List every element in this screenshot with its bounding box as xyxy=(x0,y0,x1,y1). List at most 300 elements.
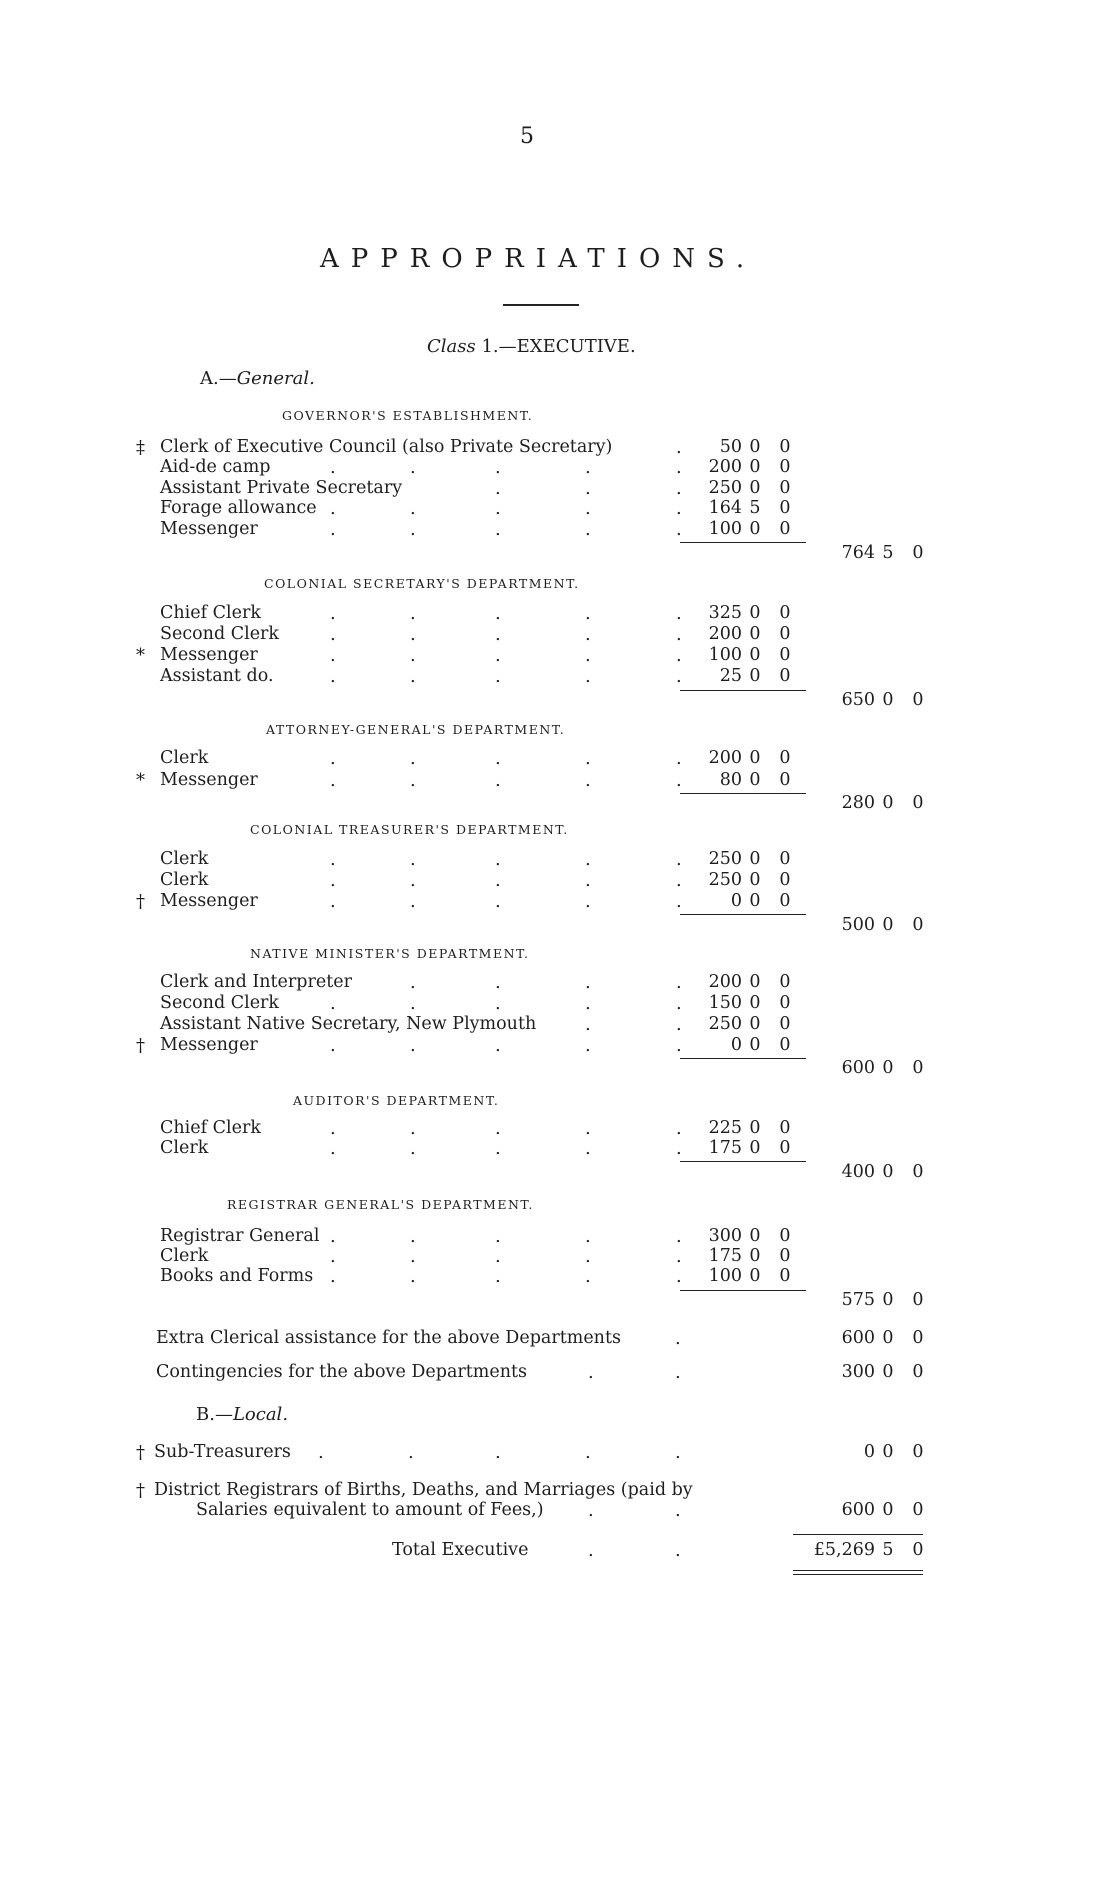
leader-dot: . xyxy=(330,645,336,666)
grand-total-pence: 0 xyxy=(912,1540,924,1560)
row-label: Assistant Private Secretary xyxy=(160,478,403,498)
leader-dot: . xyxy=(585,1246,591,1267)
footnote-mark: * xyxy=(136,645,145,666)
grand-total-double-rule xyxy=(793,1570,923,1571)
table-row xyxy=(0,993,1114,1015)
leader-dot: . xyxy=(330,1246,336,1267)
leader-dot: . xyxy=(676,1226,682,1247)
table-row xyxy=(0,849,1114,871)
row-amount-pounds: 0 xyxy=(730,891,742,911)
leader-dot: . xyxy=(676,519,682,540)
leader-dot: . xyxy=(585,478,591,499)
row-amount-shillings: 0 xyxy=(749,1246,761,1266)
total-pence: 0 xyxy=(912,915,924,935)
table-row xyxy=(0,1035,1114,1057)
leader-dot: . xyxy=(410,1266,416,1287)
row-amount-pounds: 250 xyxy=(708,870,742,890)
row-amount-pence: 0 xyxy=(779,748,791,768)
leader-dot: . xyxy=(330,603,336,624)
row-amount-pounds: 175 xyxy=(708,1138,742,1158)
row-amount-pounds: 250 xyxy=(708,478,742,498)
leader-dot: . xyxy=(676,870,682,891)
total-pounds: 500 xyxy=(841,915,875,935)
leader-dot: . xyxy=(676,1035,682,1056)
row-label: Clerk xyxy=(160,748,209,768)
footnote-mark: * xyxy=(136,770,145,791)
row-amount-shillings: 0 xyxy=(749,993,761,1013)
row-amount-shillings: 0 xyxy=(749,624,761,644)
leader-dot: . xyxy=(676,1246,682,1267)
total-pence: 0 xyxy=(912,1058,924,1078)
leader-dot: . xyxy=(495,748,501,769)
leader-dot: . xyxy=(330,498,336,519)
leader-dot: . xyxy=(585,849,591,870)
row-label: Clerk and Interpreter xyxy=(160,972,352,992)
row-amount-shillings: 0 xyxy=(749,748,761,768)
leader-dot: . xyxy=(495,1266,501,1287)
row-amount-shillings: 0 xyxy=(749,1118,761,1138)
row-amount-pence: 0 xyxy=(779,891,791,911)
row-label: Messenger xyxy=(160,519,258,539)
leader-dot: . xyxy=(495,645,501,666)
leader-dot: . xyxy=(495,972,501,993)
footnote-mark: † xyxy=(136,1035,145,1056)
class-italic: Class xyxy=(427,336,476,357)
row-amount-pounds: 80 xyxy=(719,770,742,790)
row-amount-pounds: 164 xyxy=(708,498,742,518)
section-heading: ATTORNEY-GENERAL'S DEPARTMENT. xyxy=(266,722,566,737)
class-heading xyxy=(427,336,636,357)
table-row xyxy=(0,972,1114,994)
row-amount-shillings: 0 xyxy=(749,478,761,498)
table-row xyxy=(0,870,1114,892)
local-amount-pence: 0 xyxy=(912,1500,924,1520)
row-amount-shillings: 0 xyxy=(749,870,761,890)
leader-dot: . xyxy=(676,645,682,666)
row-amount-pence: 0 xyxy=(779,972,791,992)
row-label: Messenger xyxy=(160,770,258,790)
leader-dot: . xyxy=(675,1362,681,1383)
leader-dot: . xyxy=(588,1540,594,1561)
row-label: District Registrars of Births, Deaths, and Marriages (paid by xyxy=(154,1480,693,1500)
leader-dot: . xyxy=(585,624,591,645)
extra-amount-pence: 0 xyxy=(912,1362,924,1382)
leader-dot: . xyxy=(585,1035,591,1056)
leader-dot: . xyxy=(330,1035,336,1056)
leader-dot: . xyxy=(330,666,336,687)
leader-dot: . xyxy=(410,645,416,666)
subtotal-rule xyxy=(680,542,806,543)
row-amount-pence: 0 xyxy=(779,624,791,644)
table-row xyxy=(0,1266,1114,1288)
leader-dot: . xyxy=(495,498,501,519)
section-heading: REGISTRAR GENERAL'S DEPARTMENT. xyxy=(227,1197,534,1212)
grand-total-label: Total Executive xyxy=(392,1540,529,1560)
row-amount-pounds: 250 xyxy=(708,849,742,869)
leader-dot: . xyxy=(495,870,501,891)
table-row xyxy=(0,478,1114,500)
table-row xyxy=(0,498,1114,520)
leader-dot: . xyxy=(330,1266,336,1287)
leader-dot: . xyxy=(585,748,591,769)
row-label: Clerk of Executive Council (also Private Secretary) xyxy=(160,437,613,457)
table-row xyxy=(0,1138,1114,1160)
local-amount-pounds: 0 xyxy=(863,1442,875,1462)
total-pence: 0 xyxy=(912,1290,924,1310)
leader-dot: . xyxy=(588,1500,594,1521)
row-amount-pence: 0 xyxy=(779,1138,791,1158)
row-amount-shillings: 0 xyxy=(749,1035,761,1055)
total-pounds: 650 xyxy=(841,690,875,710)
row-amount-pounds: 325 xyxy=(708,603,742,623)
section-heading: COLONIAL SECRETARY'S DEPARTMENT. xyxy=(264,576,580,591)
extra-amount-shillings: 0 xyxy=(882,1328,894,1348)
table-row xyxy=(0,1014,1114,1036)
row-amount-pence: 0 xyxy=(779,1226,791,1246)
row-amount-shillings: 0 xyxy=(749,603,761,623)
leader-dot: . xyxy=(410,1118,416,1139)
grand-total-row xyxy=(0,1540,1114,1562)
row-amount-pounds: 100 xyxy=(708,645,742,665)
leader-dot: . xyxy=(410,849,416,870)
row-amount-pence: 0 xyxy=(779,870,791,890)
row-label: Registrar General xyxy=(160,1226,320,1246)
leader-dot: . xyxy=(495,519,501,540)
row-label: Extra Clerical assistance for the above Departments xyxy=(156,1328,621,1348)
row-amount-pounds: 100 xyxy=(708,1266,742,1286)
row-amount-pounds: 300 xyxy=(708,1226,742,1246)
leader-dot: . xyxy=(585,1226,591,1247)
row-amount-shillings: 0 xyxy=(749,1014,761,1034)
subtotal-rule xyxy=(680,1058,806,1059)
leader-dot: . xyxy=(676,624,682,645)
title-divider xyxy=(503,304,579,306)
leader-dot: . xyxy=(585,891,591,912)
leader-dot: . xyxy=(330,748,336,769)
leader-dot: . xyxy=(585,603,591,624)
row-amount-pence: 0 xyxy=(779,849,791,869)
leader-dot: . xyxy=(495,457,501,478)
extra-amount-pounds: 600 xyxy=(841,1328,875,1348)
section-heading: GOVERNOR'S ESTABLISHMENT. xyxy=(282,408,534,423)
row-amount-shillings: 0 xyxy=(749,645,761,665)
leader-dot: . xyxy=(675,1328,681,1349)
total-shillings: 0 xyxy=(882,793,894,813)
row-amount-pounds: 200 xyxy=(708,748,742,768)
leader-dot: . xyxy=(495,1118,501,1139)
grand-total-pounds: £5,269 xyxy=(813,1540,875,1560)
section-a-heading xyxy=(200,368,315,389)
leader-dot: . xyxy=(676,1014,682,1035)
leader-dot: . xyxy=(330,993,336,1014)
leader-dot: . xyxy=(585,993,591,1014)
leader-dot: . xyxy=(410,748,416,769)
leader-dot: . xyxy=(676,748,682,769)
row-label: Chief Clerk xyxy=(160,603,261,623)
leader-dot: . xyxy=(585,498,591,519)
local-row-continued xyxy=(0,1500,1114,1522)
row-label: Salaries equivalent to amount of Fees,) xyxy=(196,1500,544,1520)
leader-dot: . xyxy=(495,770,501,791)
row-amount-pence: 0 xyxy=(779,1266,791,1286)
row-amount-shillings: 0 xyxy=(749,849,761,869)
leader-dot: . xyxy=(410,624,416,645)
table-row xyxy=(0,748,1114,770)
local-row xyxy=(0,1480,1114,1502)
leader-dot: . xyxy=(410,498,416,519)
local-amount-pounds: 600 xyxy=(841,1500,875,1520)
total-shillings: 0 xyxy=(882,1162,894,1182)
row-label: Clerk xyxy=(160,1246,209,1266)
row-amount-pence: 0 xyxy=(779,1035,791,1055)
leader-dot: . xyxy=(410,1035,416,1056)
leader-dot: . xyxy=(676,891,682,912)
table-row xyxy=(0,666,1114,688)
leader-dot: . xyxy=(495,891,501,912)
row-label: Contingencies for the above Departments xyxy=(156,1362,528,1382)
leader-dot: . xyxy=(676,457,682,478)
leader-dot: . xyxy=(330,1226,336,1247)
grand-total-shillings: 5 xyxy=(882,1540,894,1560)
extra-row xyxy=(0,1362,1114,1384)
leader-dot: . xyxy=(410,457,416,478)
leader-dot: . xyxy=(495,624,501,645)
extra-amount-pence: 0 xyxy=(912,1328,924,1348)
total-shillings: 0 xyxy=(882,1290,894,1310)
extra-amount-shillings: 0 xyxy=(882,1362,894,1382)
leader-dot: . xyxy=(495,1246,501,1267)
row-label: Assistant do. xyxy=(160,666,274,686)
row-amount-pounds: 200 xyxy=(708,457,742,477)
table-row xyxy=(0,624,1114,646)
table-row xyxy=(0,1226,1114,1248)
row-amount-shillings: 0 xyxy=(749,1266,761,1286)
leader-dot: . xyxy=(330,891,336,912)
row-amount-pounds: 100 xyxy=(708,519,742,539)
row-label: Books and Forms xyxy=(160,1266,314,1286)
leader-dot: . xyxy=(495,1035,501,1056)
row-label: Forage allowance xyxy=(160,498,317,518)
leader-dot: . xyxy=(585,972,591,993)
row-label: Clerk xyxy=(160,1138,209,1158)
leader-dot: . xyxy=(330,1118,336,1139)
section-a-prefix: A.— xyxy=(200,368,237,389)
row-amount-pounds: 25 xyxy=(719,666,742,686)
leader-dot: . xyxy=(676,603,682,624)
leader-dot: . xyxy=(585,666,591,687)
leader-dot: . xyxy=(330,624,336,645)
total-pounds: 280 xyxy=(841,793,875,813)
row-amount-pence: 0 xyxy=(779,478,791,498)
table-row xyxy=(0,645,1114,667)
row-label: Clerk xyxy=(160,870,209,890)
table-row xyxy=(0,770,1114,792)
leader-dot: . xyxy=(585,519,591,540)
row-amount-pounds: 225 xyxy=(708,1118,742,1138)
grand-total-top-rule xyxy=(793,1534,923,1535)
row-amount-pence: 0 xyxy=(779,1118,791,1138)
row-amount-pence: 0 xyxy=(779,603,791,623)
row-amount-shillings: 0 xyxy=(749,666,761,686)
subtotal-rule xyxy=(680,690,806,691)
row-amount-pounds: 250 xyxy=(708,1014,742,1034)
leader-dot: . xyxy=(495,1442,501,1463)
leader-dot: . xyxy=(675,1442,681,1463)
row-label: Second Clerk xyxy=(160,624,280,644)
row-label: Sub-Treasurers xyxy=(154,1442,291,1462)
row-amount-shillings: 0 xyxy=(749,437,761,457)
row-label: Assistant Native Secretary, New Plymouth xyxy=(160,1014,537,1034)
leader-dot: . xyxy=(585,1118,591,1139)
leader-dot: . xyxy=(330,1138,336,1159)
leader-dot: . xyxy=(410,666,416,687)
table-row xyxy=(0,891,1114,913)
leader-dot: . xyxy=(495,1226,501,1247)
leader-dot: . xyxy=(676,1138,682,1159)
row-amount-pounds: 0 xyxy=(730,1035,742,1055)
leader-dot: . xyxy=(495,603,501,624)
total-pounds: 575 xyxy=(841,1290,875,1310)
local-amount-shillings: 0 xyxy=(882,1442,894,1462)
leader-dot: . xyxy=(318,1442,324,1463)
leader-dot: . xyxy=(408,1442,414,1463)
row-amount-pounds: 200 xyxy=(708,624,742,644)
leader-dot: . xyxy=(676,972,682,993)
leader-dot: . xyxy=(495,666,501,687)
subtotal-rule xyxy=(680,1290,806,1291)
row-label: Messenger xyxy=(160,891,258,911)
extra-row xyxy=(0,1328,1114,1350)
row-amount-shillings: 0 xyxy=(749,891,761,911)
page-title: APPROPRIATIONS. xyxy=(320,244,757,274)
row-amount-shillings: 0 xyxy=(749,1138,761,1158)
leader-dot: . xyxy=(675,1540,681,1561)
row-amount-pence: 0 xyxy=(779,498,791,518)
row-amount-pence: 0 xyxy=(779,645,791,665)
row-amount-pence: 0 xyxy=(779,437,791,457)
row-amount-pence: 0 xyxy=(779,1014,791,1034)
grand-total-double-rule xyxy=(793,1574,923,1575)
section-heading: COLONIAL TREASURER'S DEPARTMENT. xyxy=(250,822,569,837)
leader-dot: . xyxy=(410,519,416,540)
section-heading: AUDITOR'S DEPARTMENT. xyxy=(293,1093,500,1108)
row-amount-shillings: 0 xyxy=(749,519,761,539)
total-pence: 0 xyxy=(912,1162,924,1182)
row-label: Messenger xyxy=(160,645,258,665)
total-pence: 0 xyxy=(912,543,924,563)
row-label: Clerk xyxy=(160,849,209,869)
row-amount-pence: 0 xyxy=(779,519,791,539)
row-amount-pence: 0 xyxy=(779,993,791,1013)
total-shillings: 0 xyxy=(882,1058,894,1078)
total-pounds: 600 xyxy=(841,1058,875,1078)
leader-dot: . xyxy=(676,478,682,499)
leader-dot: . xyxy=(676,666,682,687)
local-row xyxy=(0,1442,1114,1464)
leader-dot: . xyxy=(410,770,416,791)
row-amount-pounds: 175 xyxy=(708,1246,742,1266)
leader-dot: . xyxy=(676,1266,682,1287)
leader-dot: . xyxy=(330,849,336,870)
total-shillings: 0 xyxy=(882,690,894,710)
leader-dot: . xyxy=(495,849,501,870)
row-amount-shillings: 5 xyxy=(749,498,761,518)
leader-dot: . xyxy=(585,870,591,891)
section-b-name: Local. xyxy=(232,1404,289,1425)
leader-dot: . xyxy=(676,437,682,458)
class-name: 1.—EXECUTIVE. xyxy=(481,336,636,357)
total-pence: 0 xyxy=(912,793,924,813)
leader-dot: . xyxy=(330,870,336,891)
leader-dot: . xyxy=(676,993,682,1014)
section-b-prefix: B.— xyxy=(196,1404,233,1425)
total-shillings: 5 xyxy=(882,543,894,563)
table-row xyxy=(0,603,1114,625)
leader-dot: . xyxy=(410,1226,416,1247)
leader-dot: . xyxy=(495,478,501,499)
leader-dot: . xyxy=(585,1014,591,1035)
table-row xyxy=(0,437,1114,459)
leader-dot: . xyxy=(585,457,591,478)
row-label: Messenger xyxy=(160,1035,258,1055)
leader-dot: . xyxy=(585,770,591,791)
leader-dot: . xyxy=(676,770,682,791)
table-row xyxy=(0,1118,1114,1140)
leader-dot: . xyxy=(410,891,416,912)
leader-dot: . xyxy=(330,770,336,791)
row-amount-pounds: 200 xyxy=(708,972,742,992)
row-amount-shillings: 0 xyxy=(749,1226,761,1246)
leader-dot: . xyxy=(410,993,416,1014)
leader-dot: . xyxy=(676,849,682,870)
subtotal-rule xyxy=(680,793,806,794)
footnote-mark: † xyxy=(136,1442,145,1463)
footnote-mark: † xyxy=(136,1480,145,1501)
row-amount-shillings: 0 xyxy=(749,972,761,992)
total-shillings: 0 xyxy=(882,915,894,935)
table-row xyxy=(0,519,1114,541)
leader-dot: . xyxy=(495,993,501,1014)
leader-dot: . xyxy=(330,457,336,478)
section-a-name: General. xyxy=(236,368,315,389)
leader-dot: . xyxy=(588,1362,594,1383)
row-label: Chief Clerk xyxy=(160,1118,261,1138)
row-amount-pence: 0 xyxy=(779,457,791,477)
total-pounds: 400 xyxy=(841,1162,875,1182)
subtotal-rule xyxy=(680,914,806,915)
leader-dot: . xyxy=(676,1118,682,1139)
leader-dot: . xyxy=(675,1500,681,1521)
extra-amount-pounds: 300 xyxy=(841,1362,875,1382)
leader-dot: . xyxy=(585,645,591,666)
leader-dot: . xyxy=(410,1138,416,1159)
table-row xyxy=(0,1246,1114,1268)
leader-dot: . xyxy=(410,603,416,624)
row-amount-shillings: 0 xyxy=(749,770,761,790)
footnote-mark: ‡ xyxy=(136,437,145,458)
section-heading: NATIVE MINISTER'S DEPARTMENT. xyxy=(250,946,530,961)
leader-dot: . xyxy=(495,1138,501,1159)
leader-dot: . xyxy=(410,1246,416,1267)
leader-dot: . xyxy=(585,1442,591,1463)
local-amount-shillings: 0 xyxy=(882,1500,894,1520)
row-amount-pounds: 50 xyxy=(719,437,742,457)
table-row xyxy=(0,457,1114,479)
leader-dot: . xyxy=(410,870,416,891)
row-amount-shillings: 0 xyxy=(749,457,761,477)
leader-dot: . xyxy=(585,1138,591,1159)
row-label: Second Clerk xyxy=(160,993,280,1013)
